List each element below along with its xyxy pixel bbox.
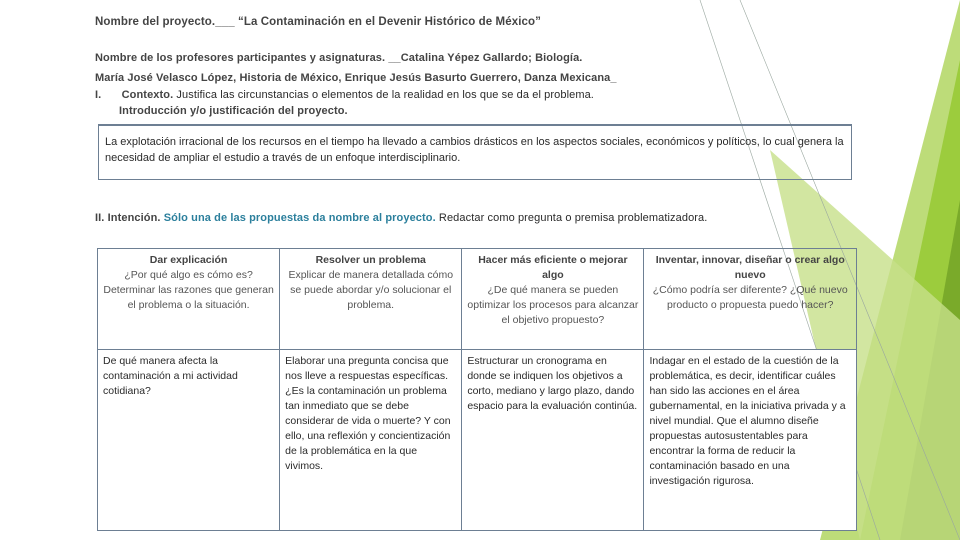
context-line	[95, 89, 594, 101]
teachers-line: Nombre de los profesores participantes y asignaturas. __Catalina Yépez Gallardo; Biología.	[95, 52, 583, 64]
table-row	[98, 350, 857, 531]
table-cell: Estructurar un cronograma en donde se indiquen los objetivos a corto, mediano y largo plazo, dando espacio para la evaluación continúa.	[462, 350, 644, 531]
intention-text: Redactar como pregunta o premisa problematizadora.	[438, 212, 708, 224]
table-cell: Indagar en el estado de la cuestión de la problemática, es decir, identificar cuáles han sido las acciones en el área gubernamental, en la iniciativa privada y a nivel mundial. Que el alumno diseñe propuestas autosustentables para encontrar la forma de reducir la contaminación basado en una investigación rigurosa.	[644, 350, 857, 531]
header-title: Dar explicación	[149, 254, 228, 266]
context-text: Justifica las circunstancias o elementos de la realidad en los que se da el problema.	[176, 89, 594, 101]
header-title: Inventar, innovar, diseñar o crear algo nuevo	[655, 254, 845, 281]
intention-label: II. Intención.	[95, 212, 161, 224]
intro-line: Introducción y/o justificación del proyecto.	[119, 105, 348, 117]
intention-highlight: Sólo una de las propuestas da nombre al proyecto.	[163, 212, 436, 224]
header-cell	[280, 249, 462, 350]
header-title: Hacer más eficiente o mejorar algo	[478, 254, 628, 281]
header-cell	[644, 249, 857, 350]
header-sub: ¿Por qué algo es cómo es? Determinar las razones que generan el problema o la situación.	[103, 269, 274, 311]
header-title: Resolver un problema	[315, 254, 426, 266]
context-number: I.	[95, 89, 102, 101]
intention-table	[97, 248, 857, 531]
intention-line	[95, 212, 707, 224]
header-sub: ¿De qué manera se pueden optimizar los procesos para alcanzar el objetivo propuesto?	[467, 284, 639, 326]
context-label: Contexto.	[121, 89, 174, 101]
teachers-line-2: María José Velasco López, Historia de México, Enrique Jesús Basurto Guerrero, Danza Mexicana_	[95, 72, 617, 84]
table-cell: Elaborar una pregunta concisa que nos lleve a respuestas específicas. ¿Es la contaminación un problema tan inmediato que se debe considerar de vida o muerte? Y con ello, una reflexión y concientización de la problemática en la que vivimos.	[280, 350, 462, 531]
header-cell	[462, 249, 644, 350]
table-cell: De qué manera afecta la contaminación a mi actividad cotidiana?	[98, 350, 280, 531]
table-header-row	[98, 249, 857, 350]
header-sub: Explicar de manera detallada cómo se puede abordar y/o solucionar el problema.	[288, 269, 454, 311]
project-name: Nombre del proyecto.___ “La Contaminación en el Devenir Histórico de México”	[95, 16, 541, 28]
context-box: La explotación irracional de los recursos en el tiempo ha llevado a cambios drásticos en los aspectos sociales, económicos y políticos, lo cual genera la necesidad de ampliar el estudio a través de un enfoque interdisciplinario.	[98, 124, 852, 180]
header-sub: ¿Cómo podría ser diferente? ¿Qué nuevo producto o propuesta puedo hacer?	[652, 284, 848, 311]
header-cell	[98, 249, 280, 350]
